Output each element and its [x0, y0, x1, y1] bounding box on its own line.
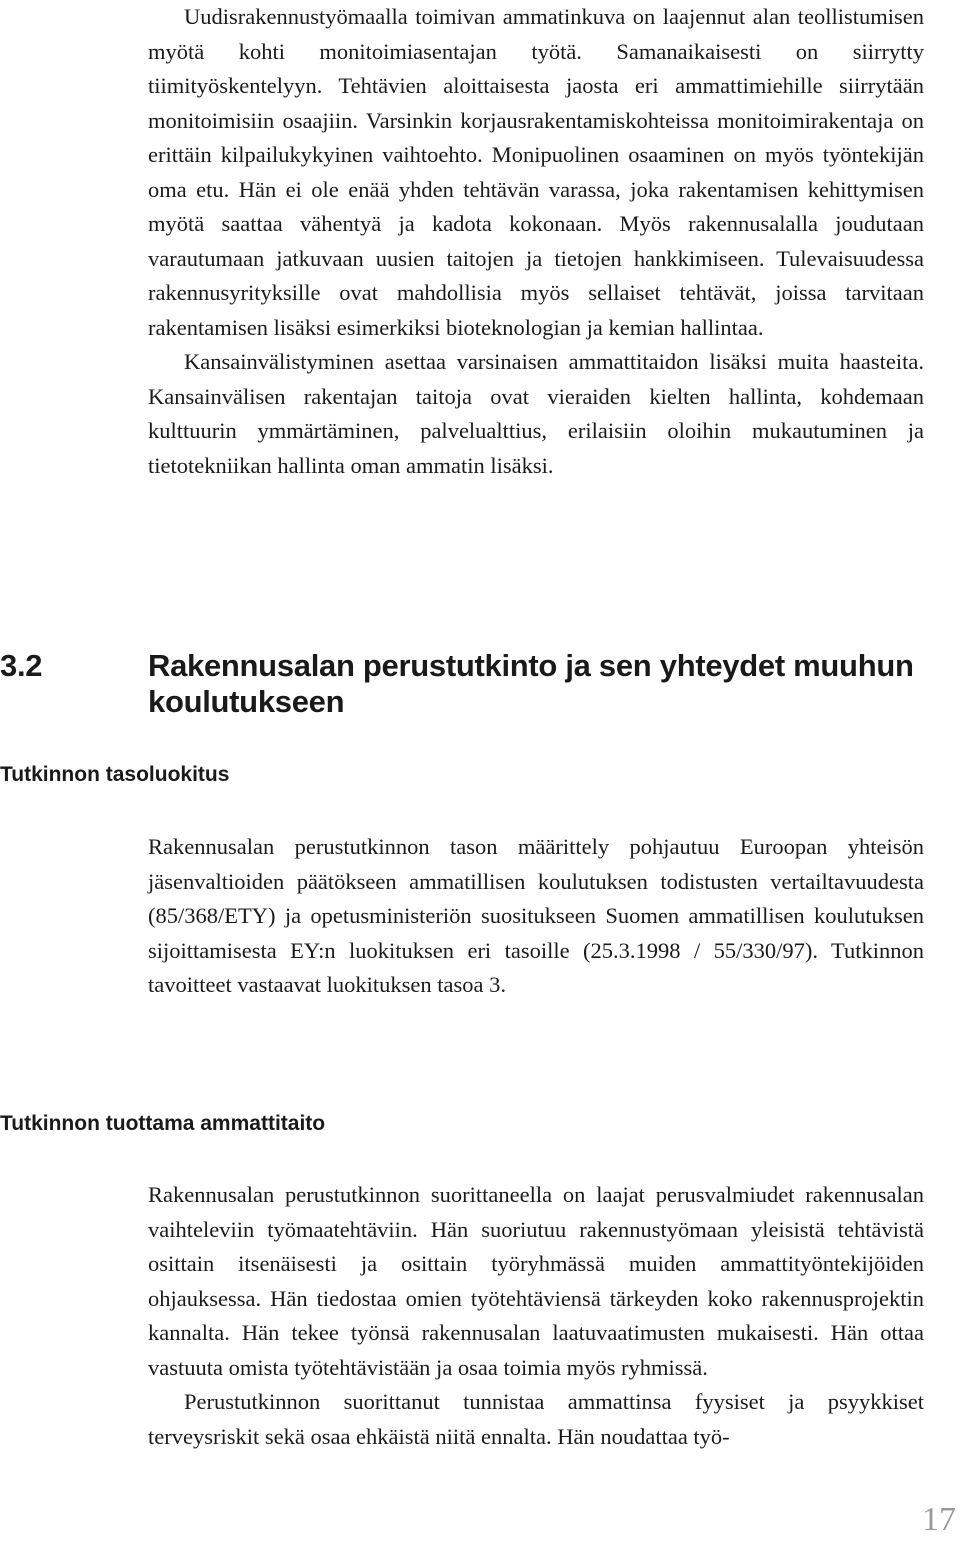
page-number: 17: [922, 1501, 956, 1538]
section-title: Rakennusalan perustutkinto ja sen yhteydet muuhun koulutukseen: [148, 648, 914, 719]
paragraph: Perustutkinnon suorittanut tunnistaa ammattinsa fyysiset ja psyykkiset terveysriskit sekä osaa ehkäistä niitä ennalta. Hän noudattaa työ-: [148, 1389, 924, 1449]
section-number: 3.2: [0, 648, 43, 683]
paragraph: Rakennusalan perustutkinnon suorittaneella on laajat perusvalmiudet rakennusalan vaihteleviin työmaatehtäviin. Hän suoriutuu rakennustyömaan yleisistä tehtävistä osittain itsenäisesti ja osittain työryhmässä muiden ammattityöntekijöiden ohjauksessa. Hän tiedostaa omien työtehtäviensä tärkeyden koko rakennusprojektin kannalta. Hän tekee työnsä rakennusalan laatuvaatimusten mukaisesti. Hän ottaa vastuuta omista työtehtävistään ja osaa toimia myös ryhmissä.: [148, 1182, 924, 1380]
ammattitaito-text: [148, 1178, 924, 1454]
tasoluokitus-text: [148, 830, 924, 1003]
paragraph: Rakennusalan perustutkinnon tason määrittely pohjautuu Euroopan yhteisön jäsenvaltioiden päätökseen ammatillisen koulutuksen todistusten vertailtavuudesta (85/368/ETY) ja opetusministeriön suositukseen Suomen ammatillisen koulutuksen sijoittamisesta EY:n luokituksen eri tasoille (25.3.1998 / 55/330/97). Tutkinnon tavoitteet vastaavat luokituksen tasoa 3.: [148, 834, 924, 997]
subheading-tasoluokitus: Tutkinnon tasoluokitus: [0, 763, 230, 786]
paragraph: Uudisrakennustyömaalla toimivan ammatinkuva on laajennut alan teollistumisen myötä kohti monitoimiasentajan työtä. Samanaikaisesti on siirrytty tiimityöskentelyyn. Tehtävien aloittaisesta jaosta eri ammattimiehille siirrytään monitoimisiin osaajiin. Varsinkin korjausrakentamiskohteissa monitoimirakentaja on erittäin kilpailukykyinen vaihtoehto. Monipuolinen osaaminen on myös työntekijän oma etu. Hän ei ole enää yhden tehtävän varassa, joka rakentamisen kehittymisen myötä saattaa vähentyä ja kadota kokonaan. Myös rakennusalalla joudutaan varautumaan jatkuvaan uusien taitojen ja tietojen hankkimiseen. Tulevaisuudessa rakennusyrityksille ovat mahdollisia myös sellaiset tehtävät, joissa tarvitaan rakentamisen lisäksi esimerkiksi bioteknologian ja kemian hallintaa.: [148, 4, 924, 340]
paragraph: Kansainvälistyminen asettaa varsinaisen ammattitaidon lisäksi muita haasteita. Kansainvälisen rakentajan taitoja ovat vieraiden kielten hallinta, kohdemaan kulttuurin ymmärtäminen, palvelualttius, erilaisiin oloihin mukautuminen ja tietotekniikan hallinta oman ammatin lisäksi.: [148, 349, 924, 478]
intro-text: [148, 0, 924, 483]
subheading-ammattitaito: Tutkinnon tuottama ammattitaito: [0, 1112, 326, 1135]
